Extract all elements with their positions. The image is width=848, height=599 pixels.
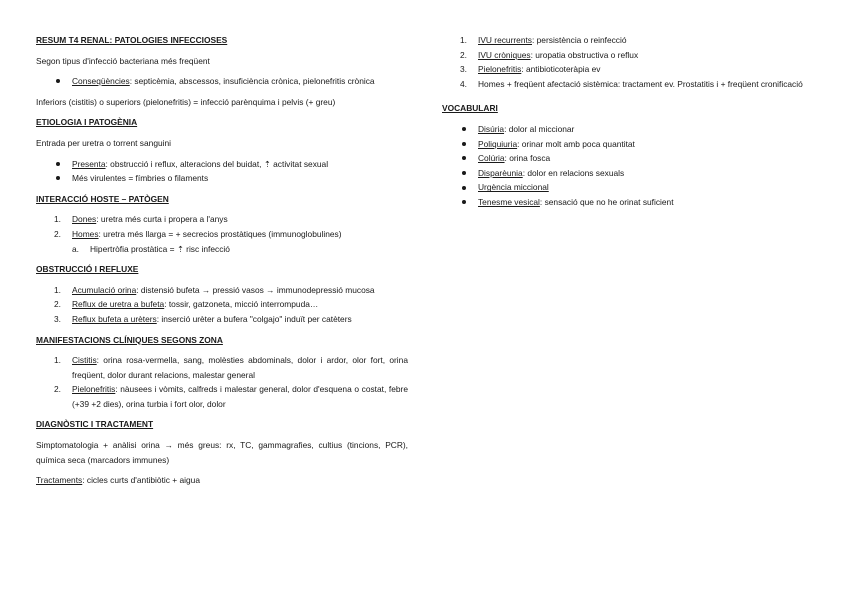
inferiors-text: Inferiors (cistitis) o superiors (pielonefritis) = infecció parènquima i pelvis (+ greu) [36,96,336,107]
list-item [36,297,408,312]
item-number: 2. [54,228,61,239]
item-number: 4. [460,78,467,89]
vocab-term: Disúria [478,123,505,134]
etiologia-list [36,157,408,186]
vocab-term: Poliquiuria [478,138,518,149]
vocab-term: Urgència miccional [478,182,549,193]
ivu-recurrents-text: : persistència o reinfecció [532,35,627,45]
list-item [36,157,408,172]
list-item [36,212,408,227]
item-number: 3. [54,313,61,324]
dones-term: Dones [72,214,97,225]
consequences-text: : septicèmia, abscessos, insuficiència crònica, pielonefritis crònica [129,76,375,87]
item-number: 2. [54,384,61,395]
list-item [442,48,814,63]
obstruccio-heading: OBSTRUCCIÓ I REFLUXE [36,264,139,275]
right-column [442,33,814,216]
vocab-item [442,151,814,166]
homes-text: Homes + freqüent afectació sistèmica: tractament ev. Prostatitis i + freqüent cronificació [478,78,803,89]
vocab-definition: : sensació que no he orinat suficient [539,196,674,207]
list-item: Més virulentes = fímbries o filaments [36,171,408,186]
vocab-item [442,166,814,181]
vocab-term: Tenesme vesical [478,196,540,207]
pielonefritis-term: Pielonefritis [72,384,116,395]
acumulacio-term: Acumulació orina [72,284,137,295]
diagnostic-heading: DIAGNÒSTIC I TRACTAMENT [36,419,154,430]
vocab-term: Disparèunia [478,167,523,178]
list-item [442,77,814,92]
pielonefritis-text: : antibioticoteràpia ev [521,64,601,75]
item-number: 3. [460,64,467,75]
document-title: RESUM T4 RENAL: PATOLOGIES INFECCIOSES [36,35,228,45]
diagnostic-text: Simptomatologia + anàlisi orina → més greus: rx, TC, gammagrafies, cultius (tincions, PCR), química seca (marcadors immunes) [36,440,408,465]
list-item [36,353,408,382]
pielonefritis-term: Pielonefritis [478,64,522,75]
vocabulari-list [442,122,814,210]
vocab-term: Colúria [478,153,505,164]
vocab-definition: : dolor en relacions sexuals [522,167,625,178]
consequences-item [36,74,408,89]
list-item [36,227,408,242]
list-item [36,312,408,327]
list-item [36,382,408,411]
manifestacions-list [36,353,408,411]
consequences-list [36,74,408,89]
homes-term: Homes [72,228,99,239]
consequences-term: Conseqüències [72,76,130,87]
reflux-uretra-text: : tossir, gatzoneta, micció interrompuda… [164,299,319,310]
list-item [36,283,408,298]
tractaments-line [36,473,408,488]
item-letter: a. [72,243,79,254]
ivu-recurrents-term: IVU recurrents [478,35,532,45]
item-number: 1. [460,35,467,45]
item-number: 1. [54,355,61,366]
ivu-croniques-term: IVU cròniques [478,49,531,60]
vocab-item [442,137,814,152]
etiologia-text: Entrada per uretra o torrent sanguini [36,137,172,148]
vocab-definition: : dolor al miccionar [504,123,575,134]
interaccio-heading: INTERACCIÓ HOSTE – PATÒGEN [36,193,169,204]
vocab-definition: : orinar molt amb poca quantitat [517,138,635,149]
vocab-item [442,122,814,137]
reflux-bufeta-text: : inserció urèter a bufera "colgajo" induït per catèters [156,313,352,324]
vocab-item [442,195,814,210]
sub-text: Hipertròfia prostàtica = ⇡ risc infecció [90,243,230,254]
cistitis-text: : orina rosa-vermella, sang, molèsties abdominals, dolor i ardor, olor fort, orina freqüent, dolor durant relacions, malestar general [72,355,408,380]
reflux-bufeta-term: Reflux bufeta a urèters [72,313,157,324]
homes-text: : uretra més llarga = + secrecios prostàtiques (immunoglobulines) [98,228,342,239]
cistitis-term: Cistitis [72,355,97,366]
item-number: 2. [460,49,467,60]
etiologia-heading: ETIOLOGIA I PATOGÈNIA [36,117,138,128]
vocabulari-heading: VOCABULARI [442,103,498,114]
acumulacio-text: : distensió bufeta → pressió vasos → immunodepressió mucosa [136,284,375,295]
tractaments-text: : cicles curts d'antibiòtic + aigua [82,475,200,486]
list-item [442,33,814,48]
item-number: 1. [54,214,61,225]
dones-text: : uretra més curta i propera a l'anys [96,214,228,225]
pielonefritis-text: : nàusees i vòmits, calfreds i malestar general, dolor d'esquena o costat, febre (+39 +2 dies), orina turbia i fort olor, dolor [72,384,408,409]
intro-text: Segon tipus d'infecció bacteriana més freqüent [36,55,210,66]
sub-list-item [36,242,408,257]
vocab-item [442,180,814,195]
reflux-uretra-term: Reflux de uretra a bufeta [72,299,165,310]
obstruccio-list [36,283,408,327]
tractaments-term: Tractaments [36,475,83,486]
presenta-text: : obstrucció i reflux, alteracions del buidat, ⇡ activitat sexual [105,158,329,169]
item-number: 1. [54,284,61,295]
vocab-definition: : orina fosca [504,153,551,164]
interaccio-list [36,212,408,256]
ivu-croniques-text: : uropatia obstructiva o reflux [530,49,639,60]
left-column [36,33,408,494]
manifestacions-heading: MANIFESTACIONS CLÍNIQUES SEGONS ZONA [36,334,223,345]
ivu-list [442,33,814,91]
list-item [442,62,814,77]
presenta-term: Presenta [72,158,106,169]
item-number: 2. [54,299,61,310]
